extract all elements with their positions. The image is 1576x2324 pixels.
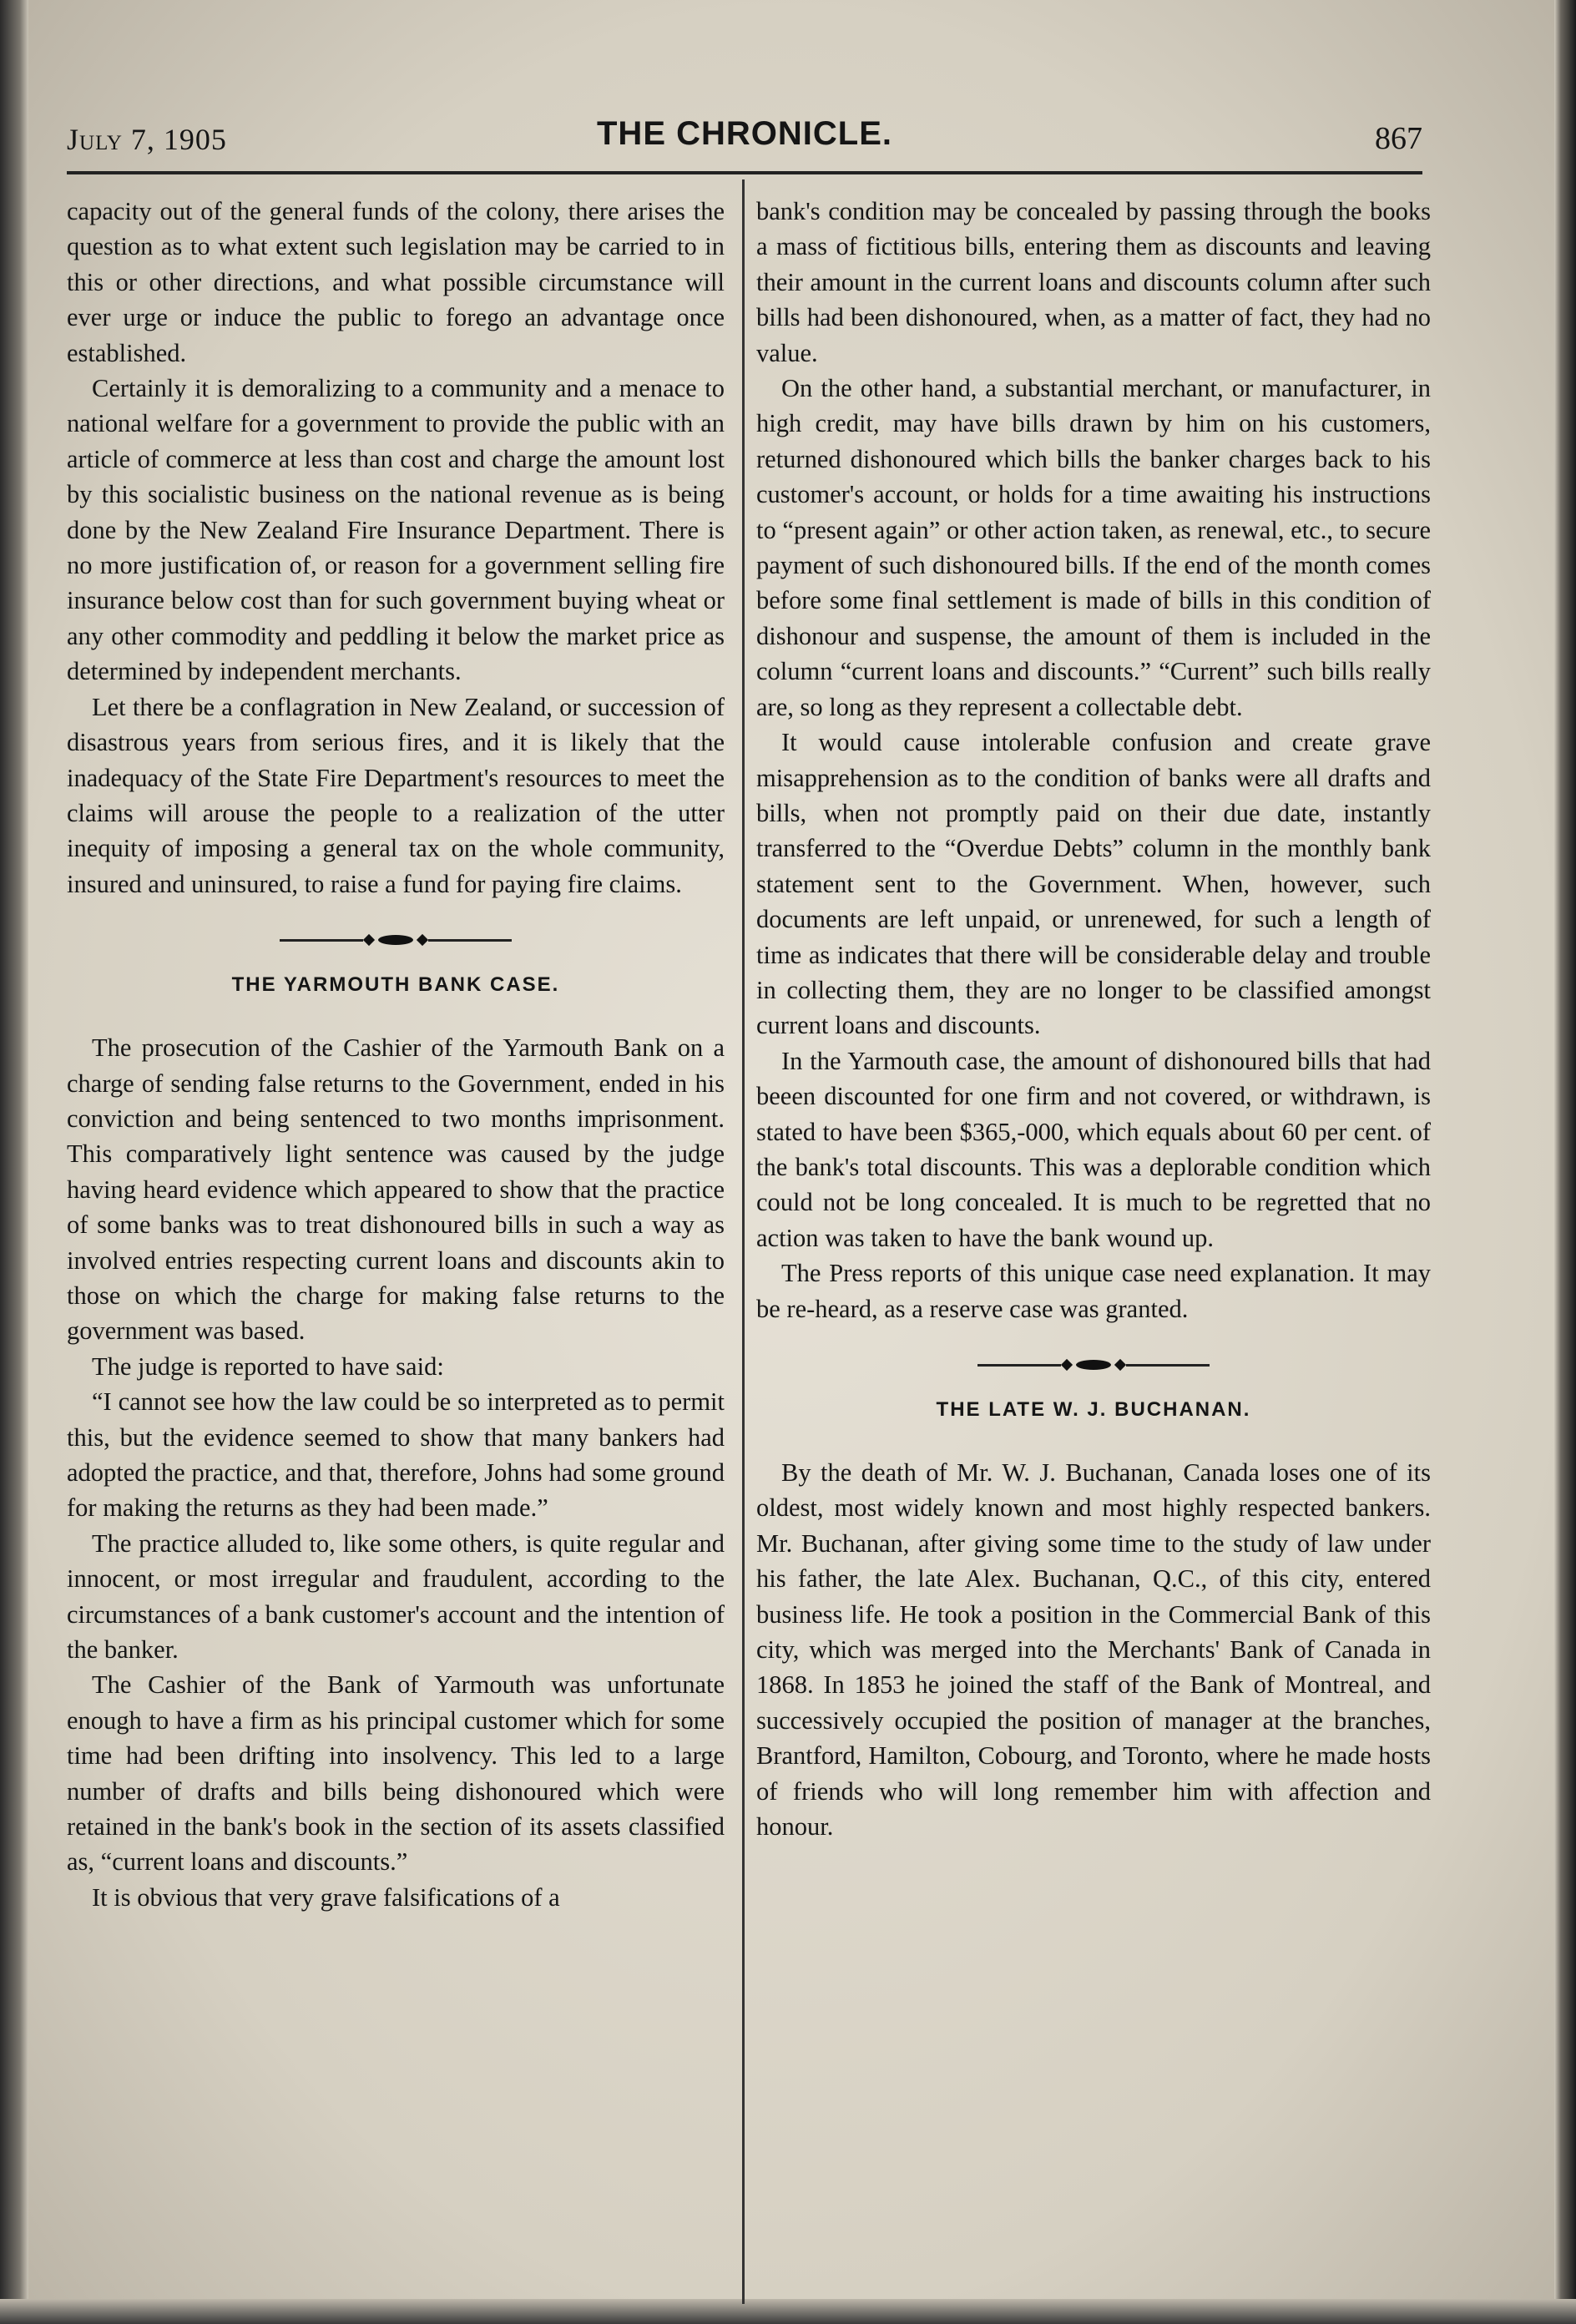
issue-date: July 7, 1905 (67, 123, 227, 156)
paragraph: It is obvious that very grave falsifications of a (92, 1882, 560, 1912)
section-ornament (756, 1341, 1431, 1388)
quote-paragraph: “I cannot see how the law could be so interpreted as to permit this, but the evidence seemed to show that many bankers had adopted the practice, and that, therefore, Johns had some ground for making the returns as they had been made.” (67, 1387, 725, 1523)
page-edge-bottom (0, 2299, 1576, 2324)
paragraph: capacity out of the general funds of the colony, there arises the question as to what extent such legislation may be carried to in this or other directions, and what possible circumstance will ever urge or induce the public to forego an advantage once established. (67, 197, 725, 367)
paragraph: It would cause intolerable confusion and create grave misapprehension as to the condition of banks were all drafts and bills, when not promptly paid on their due date, instantly transferred to the “Overdue Debts” column in the monthly bank statement sent to the Government. When, however, such documents are left unpaid, or unrenewed, for such a length of time as indicates that there will be considerable delay and trouble in collecting them, they are no longer to be classified amongst current loans and discounts. (756, 728, 1431, 1040)
left-column (67, 194, 725, 1915)
paragraph: On the other hand, a substantial merchant, or manufacturer, in high credit, may have bills drawn by him on his customers, returned dishonoured which bills the banker charges back to his customer's account, or holds for a time awaiting his instructions to “present again” or other action taken, as renewal, etc., to secure payment of such dishonoured bills. If the end of the month comes before some final settlement is made of bills in this condition of dishonour and suspense, the amount of them is included in the column “current loans and discounts.” “Current” such bills really are, so long as they represent a collectable debt. (756, 374, 1431, 721)
paragraph: The Press reports of this unique case need explanation. It may be re-heard, as a reserve case was granted. (756, 1259, 1431, 1323)
page-edge-left (0, 0, 28, 2324)
paragraph: The practice alluded to, like some others, is quite regular and innocent, or most irregular and fraudulent, according to the circumstances of a bank customer's account and the intention of the banker. (67, 1528, 725, 1665)
page-number: 867 (1375, 121, 1422, 156)
section-ornament (67, 917, 725, 963)
publication-title: THE CHRONICLE. (597, 115, 892, 152)
paragraph: The judge is reported to have said: (92, 1351, 444, 1381)
header-rule (67, 171, 1422, 174)
right-column (756, 194, 1431, 1844)
page-edge-right (1554, 0, 1576, 2324)
paragraph: By the death of Mr. W. J. Buchanan, Canada loses one of its oldest, most widely known and most highly respected bankers. Mr. Buchanan, after giving some time to the study of law under his father, the late Alex. Buchanan, Q.C., of this city, entered business life. He took a position in the Commercial Bank of this city, which was merged into the Merchants' Bank of Canada in 1868. In 1853 he joined the staff of the Bank of Montreal, and successively occupied the position of manager at the branches, Brantford, Hamilton, Cobourg, and Toronto, where he made hosts of friends who will long remember him with affection and honour. (756, 1458, 1431, 1842)
paragraph: The prosecution of the Cashier of the Yarmouth Bank on a charge of sending false returns to the Government, ended in his conviction and being sentenced to two months imprisonment. This comparatively light sentence was caused by the judge having heard evidence which appeared to show that the practice of some banks was to treat dishonoured bills in such a way as involved entries respecting current loans and discounts akin to those on which the charge for making false returns to the government was based. (67, 1033, 725, 1346)
paragraph: Certainly it is demoralizing to a community and a menace to national welfare for a government to provide the public with an article of commerce at less than cost and charge the amount lost by this socialistic business on the national revenue as is being done by the New Zealand Fire Insurance Department. There is no more justification of, or reason for a government selling fire insurance below cost than for such government buying wheat or any other commodity and peddling it below the market price as determined by independent merchants. (67, 374, 725, 686)
paragraph: The Cashier of the Bank of Yarmouth was unfortunate enough to have a firm as his principal customer which for some time had been drifting into insolvency. This led to a large number of drafts and bills being dishonoured which were retained in the bank's book in the section of its assets classified as, “current loans and discounts.” (67, 1670, 725, 1877)
column-divider (742, 179, 745, 2304)
paragraph: In the Yarmouth case, the amount of dishonoured bills that had beeen discounted for one firm and not covered, or withdrawn, is stated to have been $365,-000, which equals about 60 per cent. of the bank's total discounts. This was a deplorable condition which could not be long concealed. It is much to be regretted that no action was taken to have the bank wound up. (756, 1046, 1431, 1252)
section-title-yarmouth: THE YARMOUTH BANK CASE. (231, 973, 560, 997)
page-header (67, 115, 1422, 165)
paragraph: Let there be a conflagration in New Zealand, or succession of disastrous years from serious fires, and it is likely that the inadequacy of the State Fire Department's resources to meet the claims will arouse the people to a realization of the utter inequity of imposing a general tax on the whole community, insured and uninsured, to raise a fund for paying fire claims. (67, 692, 725, 898)
section-title-buchanan: THE LATE W. J. BUCHANAN. (936, 1398, 1251, 1421)
paragraph: bank's condition may be concealed by passing through the books a mass of fictitious bills, entering them as discounts and leaving their amount in the current loans and discounts column after such bills had been dishonoured, when, as a matter of fact, they had no value. (756, 197, 1431, 367)
